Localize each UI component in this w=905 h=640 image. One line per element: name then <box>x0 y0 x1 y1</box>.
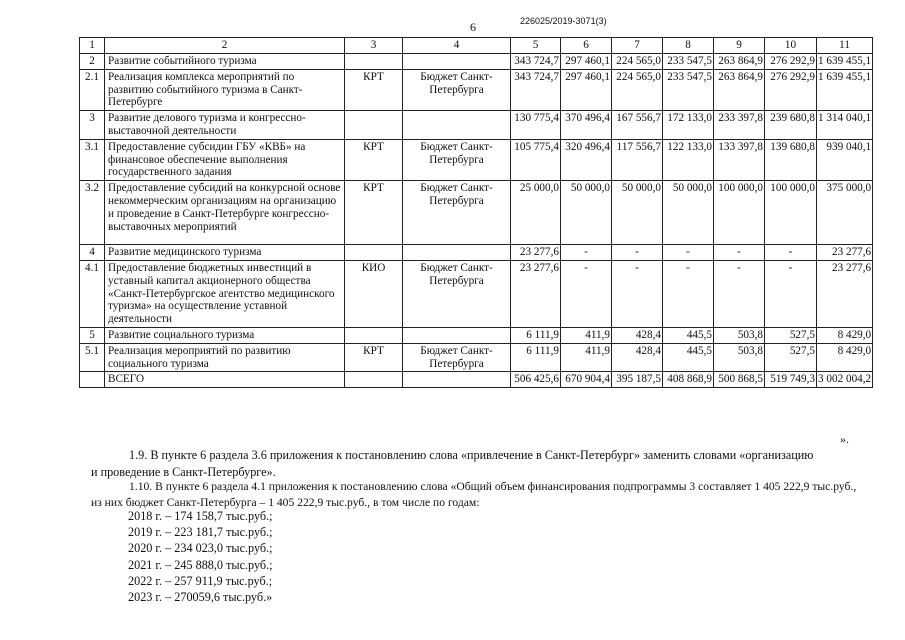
paragraph-line: 1.10. В пункте 6 раздела 4.1 приложения к постановлению слова «Общий объем финансирования подпрограммы 3 составляет 1 405 222,9 тыс.руб., <box>129 480 857 493</box>
row-value: 1 314 040,1 <box>817 111 873 140</box>
row-executor: КРТ <box>345 181 403 245</box>
row-number: 2.1 <box>80 69 105 110</box>
row-name: Предоставление субсидии ГБУ «КВБ» на финансовое обеспечение выполнения государственного задания <box>105 139 345 180</box>
year-amount: 2022 г. – 257 911,9 тыс.руб.; <box>128 573 273 588</box>
row-value: 370 496,4 <box>561 111 612 140</box>
row-value: 343 724,7 <box>511 54 561 70</box>
row-executor <box>345 372 403 388</box>
row-name: ВСЕГО <box>105 372 345 388</box>
column-header: 6 <box>561 38 612 54</box>
row-value: 23 277,6 <box>511 260 561 327</box>
table-row <box>80 260 873 327</box>
row-value: 167 556,7 <box>612 111 663 140</box>
row-value: 343 724,7 <box>511 69 561 110</box>
row-value: 670 904,4 <box>561 372 612 388</box>
table-row <box>80 343 873 372</box>
row-executor <box>345 245 403 261</box>
page-number: 6 <box>470 20 476 34</box>
column-header: 9 <box>714 38 765 54</box>
column-header: 4 <box>403 38 511 54</box>
table-row <box>80 69 873 110</box>
row-value: 503,8 <box>714 327 765 343</box>
row-value: 50 000,0 <box>612 181 663 245</box>
row-value: 8 429,0 <box>817 327 873 343</box>
row-name: Предоставление субсидий на конкурсной основе некоммерческим организациям на организацию и проведение в Санкт-Петербурге конгрессно-выставочных мероприятий <box>105 181 345 245</box>
row-value: 445,5 <box>663 327 714 343</box>
year-amount: 2020 г. – 234 023,0 тыс.руб.; <box>128 541 273 556</box>
row-value: 276 292,9 <box>765 54 817 70</box>
row-value: 8 429,0 <box>817 343 873 372</box>
row-number: 2 <box>80 54 105 70</box>
row-value: 395 187,5 <box>612 372 663 388</box>
row-value: 428,4 <box>612 327 663 343</box>
document-code: 226025/2019-3071(3) <box>520 16 607 26</box>
row-funding-source <box>403 111 511 140</box>
row-number: 3.1 <box>80 139 105 180</box>
row-value: - <box>714 260 765 327</box>
row-value: 105 775,4 <box>511 139 561 180</box>
row-funding-source: Бюджет Санкт-Петербурга <box>403 260 511 327</box>
row-name: Реализация мероприятий по развитию социального туризма <box>105 343 345 372</box>
row-name: Предоставление бюджетных инвестиций в уставный капитал акционерного общества «Санкт-Петербургское агентство медицинского туризма» на осуществление уставной деятельности <box>105 260 345 327</box>
row-value: 130 775,4 <box>511 111 561 140</box>
row-value: 25 000,0 <box>511 181 561 245</box>
row-value: 1 639 455,1 <box>817 69 873 110</box>
year-amount: 2021 г. – 245 888,0 тыс.руб.; <box>128 557 273 572</box>
row-executor: КРТ <box>345 69 403 110</box>
row-number: 4 <box>80 245 105 261</box>
column-header: 5 <box>511 38 561 54</box>
row-number: 5.1 <box>80 343 105 372</box>
row-funding-source <box>403 372 511 388</box>
row-value: - <box>612 245 663 261</box>
table-row <box>80 54 873 70</box>
row-name: Развитие медицинского туризма <box>105 245 345 261</box>
row-value: - <box>612 260 663 327</box>
row-value: 506 425,6 <box>511 372 561 388</box>
column-header: 10 <box>765 38 817 54</box>
row-value: 297 460,1 <box>561 69 612 110</box>
row-value: 445,5 <box>663 343 714 372</box>
row-value: 428,4 <box>612 343 663 372</box>
row-value: - <box>561 260 612 327</box>
row-executor <box>345 54 403 70</box>
row-executor: КРТ <box>345 343 403 372</box>
row-number: 3 <box>80 111 105 140</box>
row-value: 320 496,4 <box>561 139 612 180</box>
row-number: 4.1 <box>80 260 105 327</box>
closing-quote: ». <box>840 432 849 446</box>
row-funding-source: Бюджет Санкт-Петербурга <box>403 181 511 245</box>
row-value: - <box>561 245 612 261</box>
row-value: - <box>663 245 714 261</box>
column-header: 11 <box>817 38 873 54</box>
paragraph-line: и проведение в Санкт-Петербурге». <box>91 464 276 479</box>
row-value: 297 460,1 <box>561 54 612 70</box>
row-value: 224 565,0 <box>612 69 663 110</box>
row-value: 263 864,9 <box>714 54 765 70</box>
row-value: 122 133,0 <box>663 139 714 180</box>
row-name: Развитие событийного туризма <box>105 54 345 70</box>
row-value: 133 397,8 <box>714 139 765 180</box>
row-name: Развитие социального туризма <box>105 327 345 343</box>
row-value: 233 397,8 <box>714 111 765 140</box>
row-value: 276 292,9 <box>765 69 817 110</box>
row-value: 527,5 <box>765 343 817 372</box>
row-value: 411,9 <box>561 327 612 343</box>
row-value: - <box>765 260 817 327</box>
table-row <box>80 327 873 343</box>
row-executor: КИО <box>345 260 403 327</box>
table-row <box>80 372 873 388</box>
row-value: 263 864,9 <box>714 69 765 110</box>
row-value: 23 277,6 <box>511 245 561 261</box>
row-value: 6 111,9 <box>511 327 561 343</box>
row-value: 50 000,0 <box>663 181 714 245</box>
row-value: 939 040,1 <box>817 139 873 180</box>
row-number <box>80 372 105 388</box>
row-value: 411,9 <box>561 343 612 372</box>
year-amount: 2019 г. – 223 181,7 тыс.руб.; <box>128 525 273 540</box>
row-value: 408 868,9 <box>663 372 714 388</box>
row-executor: КРТ <box>345 139 403 180</box>
paragraph-1-9 <box>91 447 881 480</box>
paragraph-1-10 <box>91 479 881 511</box>
row-value: 117 556,7 <box>612 139 663 180</box>
table-row <box>80 111 873 140</box>
row-funding-source: Бюджет Санкт-Петербурга <box>403 69 511 110</box>
row-value: 375 000,0 <box>817 181 873 245</box>
row-executor <box>345 111 403 140</box>
column-header: 2 <box>105 38 345 54</box>
yearly-amounts-list <box>128 508 273 605</box>
row-value: 3 002 004,2 <box>817 372 873 388</box>
column-header: 7 <box>612 38 663 54</box>
row-executor <box>345 327 403 343</box>
table-row <box>80 139 873 180</box>
row-name: Реализация комплекса мероприятий по развитию событийного туризма в Санкт-Петербурге <box>105 69 345 110</box>
row-funding-source: Бюджет Санкт-Петербурга <box>403 343 511 372</box>
row-value: 6 111,9 <box>511 343 561 372</box>
row-value: 100 000,0 <box>714 181 765 245</box>
year-amount: 2018 г. – 174 158,7 тыс.руб.; <box>128 509 273 523</box>
row-funding-source <box>403 327 511 343</box>
row-value: 23 277,6 <box>817 245 873 261</box>
row-value: 500 868,5 <box>714 372 765 388</box>
row-value: 233 547,5 <box>663 54 714 70</box>
row-value: - <box>663 260 714 327</box>
row-funding-source: Бюджет Санкт-Петербурга <box>403 139 511 180</box>
column-header: 1 <box>80 38 105 54</box>
row-name: Развитие делового туризма и конгрессно-выставочной деятельности <box>105 111 345 140</box>
paragraph-line: 1.9. В пункте 6 раздела 3.6 приложения к постановлению слова «привлечение в Санкт-Петербург» заменить словами «организацию <box>129 448 814 462</box>
year-amount: 2023 г. – 270059,6 тыс.руб.» <box>128 590 273 605</box>
row-value: 1 639 455,1 <box>817 54 873 70</box>
table-header-row <box>80 38 873 54</box>
row-value: 172 133,0 <box>663 111 714 140</box>
row-value: 519 749,3 <box>765 372 817 388</box>
row-value: 239 680,8 <box>765 111 817 140</box>
row-value: 50 000,0 <box>561 181 612 245</box>
row-value: 224 565,0 <box>612 54 663 70</box>
row-value: 233 547,5 <box>663 69 714 110</box>
table-row <box>80 181 873 245</box>
row-value: - <box>765 245 817 261</box>
column-header: 8 <box>663 38 714 54</box>
row-funding-source <box>403 54 511 70</box>
row-funding-source <box>403 245 511 261</box>
row-value: 139 680,8 <box>765 139 817 180</box>
financing-table <box>79 37 873 388</box>
paragraph-line: из них бюджет Санкт-Петербурга – 1 405 222,9 тыс.руб., в том числе по годам: <box>91 496 480 509</box>
row-value: 503,8 <box>714 343 765 372</box>
row-value: 100 000,0 <box>765 181 817 245</box>
table-row <box>80 245 873 261</box>
column-header: 3 <box>345 38 403 54</box>
row-value: - <box>714 245 765 261</box>
row-value: 23 277,6 <box>817 260 873 327</box>
row-number: 3.2 <box>80 181 105 245</box>
row-number: 5 <box>80 327 105 343</box>
row-value: 527,5 <box>765 327 817 343</box>
